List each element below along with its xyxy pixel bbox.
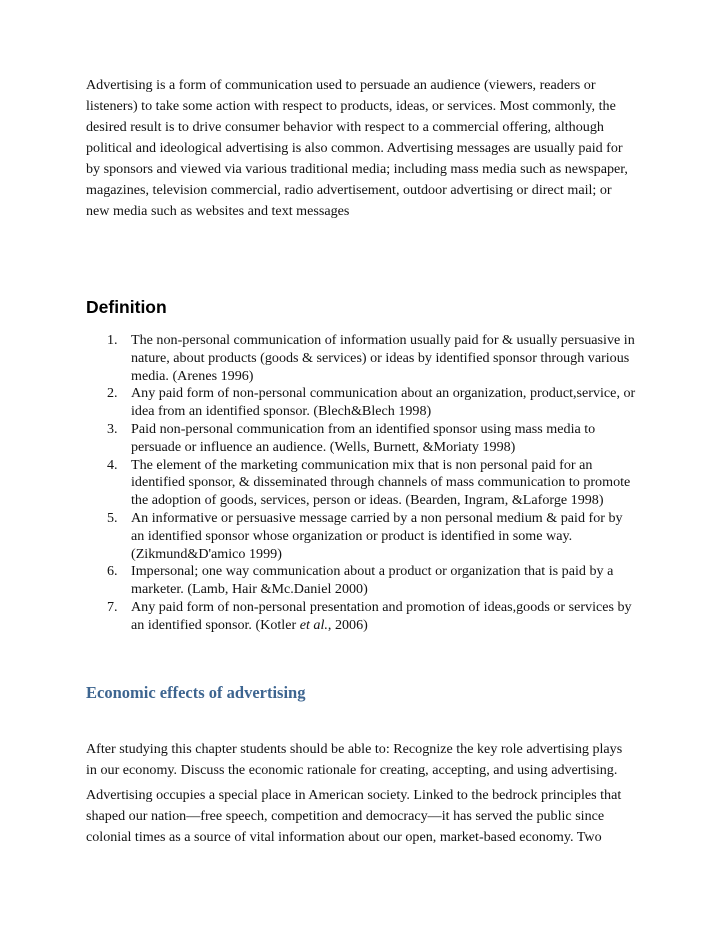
item-line: identified sponsor, & disseminated through channels of mass communication to promote [131, 474, 631, 491]
item-number: 7. [107, 598, 118, 615]
item-line: Impersonal; one way communication about a product or organization that is paid by a [131, 563, 614, 580]
intro-line: Advertising is a form of communication used to persuade an audience (viewers, readers or [86, 77, 596, 93]
item-line: Any paid form of non-personal presentation and promotion of ideas,goods or services by [131, 598, 632, 615]
item-line: (Zikmund&D'amico 1999) [131, 545, 282, 562]
definition-item [86, 421, 651, 457]
item-line: the adoption of goods, services, person or ideas. (Bearden, Ingram, &Laforge 1998) [131, 492, 604, 509]
paragraph-line: in our economy. Discuss the economic rationale for creating, accepting, and using advertising. [86, 762, 618, 778]
item-line: The element of the marketing communication mix that is non personal paid for an [131, 456, 593, 473]
paragraph-line: Advertising occupies a special place in American society. Linked to the bedrock principles that [86, 787, 622, 803]
item-line: Paid non-personal communication from an identified sponsor using mass media to [131, 420, 596, 437]
item-line: Any paid form of non-personal communication about an organization, product,service, or [131, 385, 636, 402]
economic-paragraph-1 [86, 739, 646, 781]
item-line: marketer. (Lamb, Hair &Mc.Daniel 2000) [131, 581, 368, 598]
item-number: 3. [107, 420, 118, 437]
definition-item [86, 385, 651, 421]
item-line-after: , 2006) [327, 616, 368, 633]
item-line: persuade or influence an audience. (Wells, Burnett, &Moriaty 1998) [131, 438, 516, 455]
definition-item [86, 510, 651, 563]
definition-item [86, 599, 651, 635]
definition-item [86, 563, 651, 599]
intro-line: listeners) to take some action with respect to products, ideas, or services. Most commonly, the [86, 98, 616, 114]
definition-item [86, 332, 651, 385]
paragraph-line: colonial times as a source of vital information about our open, market-based economy. Two [86, 829, 602, 845]
item-line: idea from an identified sponsor. (Blech&Blech 1998) [131, 403, 432, 420]
item-line: nature, about products (goods & services) or ideas by identified sponsor through various [131, 349, 630, 366]
definition-list [86, 332, 651, 635]
et-al-italic: et al. [299, 616, 328, 633]
item-line: an identified sponsor whose organization or product is identified in some way. [131, 527, 573, 544]
item-line: An informative or persuasive message carried by a non personal medium & paid for by [131, 509, 623, 526]
economic-paragraph-2 [86, 785, 646, 848]
intro-line: by sponsors and viewed via various traditional media; including mass media such as newspaper, [86, 161, 628, 177]
intro-line: desired result is to drive consumer behavior with respect to a commercial offering, although [86, 119, 604, 135]
item-line: media. (Arenes 1996) [131, 367, 254, 384]
paragraph-line: After studying this chapter students should be able to: Recognize the key role advertising plays [86, 741, 623, 757]
item-number: 2. [107, 385, 118, 402]
intro-line: magazines, television commercial, radio advertisement, outdoor advertising or direct mail; or [86, 182, 612, 198]
definition-heading: Definition [86, 297, 167, 317]
item-number: 6. [107, 563, 118, 580]
intro-line: political and ideological advertising is also common. Advertising messages are usually paid for [86, 140, 623, 156]
item-number: 1. [107, 332, 118, 348]
item-number: 5. [107, 509, 118, 526]
definition-item [86, 457, 651, 510]
intro-paragraph [86, 75, 646, 222]
item-line-before: an identified sponsor. (Kotler [131, 616, 300, 633]
economic-effects-heading: Economic effects of advertising [86, 683, 306, 702]
item-line: The non-personal communication of information usually paid for & usually persuasive in [131, 332, 635, 348]
paragraph-line: shaped our nation—free speech, competition and democracy—it has served the public since [86, 808, 605, 824]
item-number: 4. [107, 456, 118, 473]
intro-line: new media such as websites and text messages [86, 203, 350, 219]
